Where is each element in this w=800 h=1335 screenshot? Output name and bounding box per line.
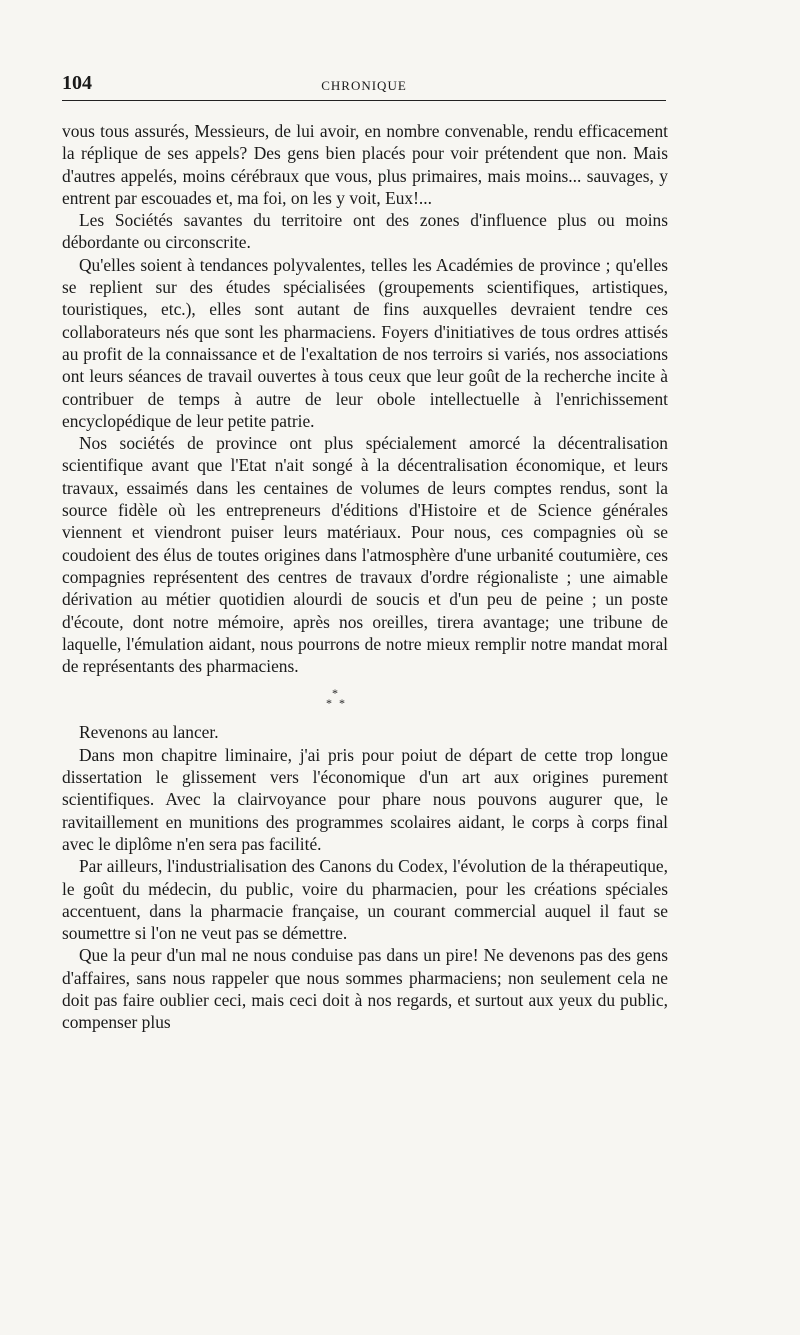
page-number: 104: [62, 72, 92, 94]
section-asterism: [62, 677, 668, 721]
paragraph: Par ailleurs, l'industrialisation des Canons du Codex, l'évolution de la thérapeutique, le goût du médecin, du public, voire du pharmacien, pour les créations spéciales accentuent, dans la pharmacie française, un courant commercial auquel il faut se soumettre si l'on ne veut pas se démettre.: [62, 856, 668, 944]
paragraph: vous tous assurés, Messieurs, de lui avoir, en nombre convenable, rendu efficacement la réplique de ses appels? Des gens bien placés pour voir prétendent que non. Mais d'autres appelés, moins cérébraux que vous, plus primaires, mais moins... sauvages, y entrent par escouades et, ma foi, on les y voit, Eux!...: [62, 121, 668, 208]
paragraph: Que la peur d'un mal ne nous conduise pas dans un pire! Ne devenons pas des gens d'affaires, sans nous rappeler que nous sommes pharmaciens; non seulement cela ne doit pas faire oublier ceci, mais ceci doit à nos regards, et surtout aux yeux du public, compenser plus: [62, 945, 668, 1033]
asterism-star: *: [326, 696, 332, 711]
paragraph: Dans mon chapitre liminaire, j'ai pris pour poiut de départ de cette trop longue dissertation le glissement vers l'économique d'un art aux origines purement scientifiques. Avec la clairvoyance pour phare nous pouvons augurer que, le ravitaillement en munitions des programmes scolaires aidant, le corps à corps final avec le diplôme n'en sera pas facilité.: [62, 744, 668, 854]
paragraph: Nos sociétés de province ont plus spécialement amorcé la décentralisation scientifique avant que l'Etat n'ait songé à la décentralisation économique, et leurs travaux, essaimés dans les centaines de volumes de leurs comptes rendus, sont la source fidèle où les entrepreneurs d'éditions d'Histoire et de Science générales viennent et viendront puiser leurs matériaux. Pour nous, ces compagnies où se coudoient des élus de toutes origines dans l'atmosphère d'une urbanité coutumière, ces compagnies représentent des centres de travaux d'ordre régionaliste ; une aimable dérivation au métier quotidien alourdi de soucis et d'un peu de peine ; un poste d'écoute, dont notre mémoire, après nos oreilles, tirera avantage; une tribune de laquelle, l'émulation aidant, nous pourrons de notre mieux remplir notre mandat moral de représentants des pharmaciens.: [62, 433, 668, 677]
running-head: CHRONIQUE: [321, 78, 407, 93]
paragraph: Les Sociétés savantes du territoire ont des zones d'influence plus ou moins débordante ou circonscrite.: [62, 210, 668, 253]
body-text: [62, 120, 668, 1034]
paragraph: Qu'elles soient à tendances polyvalentes, telles les Académies de province ; qu'elles se replient sur des études spécialisées (groupements scientifiques, artistiques, touristiques, etc.), elles sont autant de fins auxquelles devraient tendre ces collaborateurs nés que sont les pharmaciens. Foyers d'initiatives de tous ordres attisés au profit de la connaissance et de l'exaltation de nos terroirs si variés, nos associations ont leurs séances de travail ouvertes à tous ceux que leur goût de la recherche incite à contribuer de temps à autre de leur obole intellectuelle à l'enrichissement encyclopédique de leur petite patrie.: [62, 254, 668, 431]
asterism-star: *: [332, 686, 338, 701]
paragraph: Revenons au lancer.: [79, 722, 219, 743]
page-header: [62, 70, 666, 101]
asterism-star: *: [339, 696, 345, 711]
